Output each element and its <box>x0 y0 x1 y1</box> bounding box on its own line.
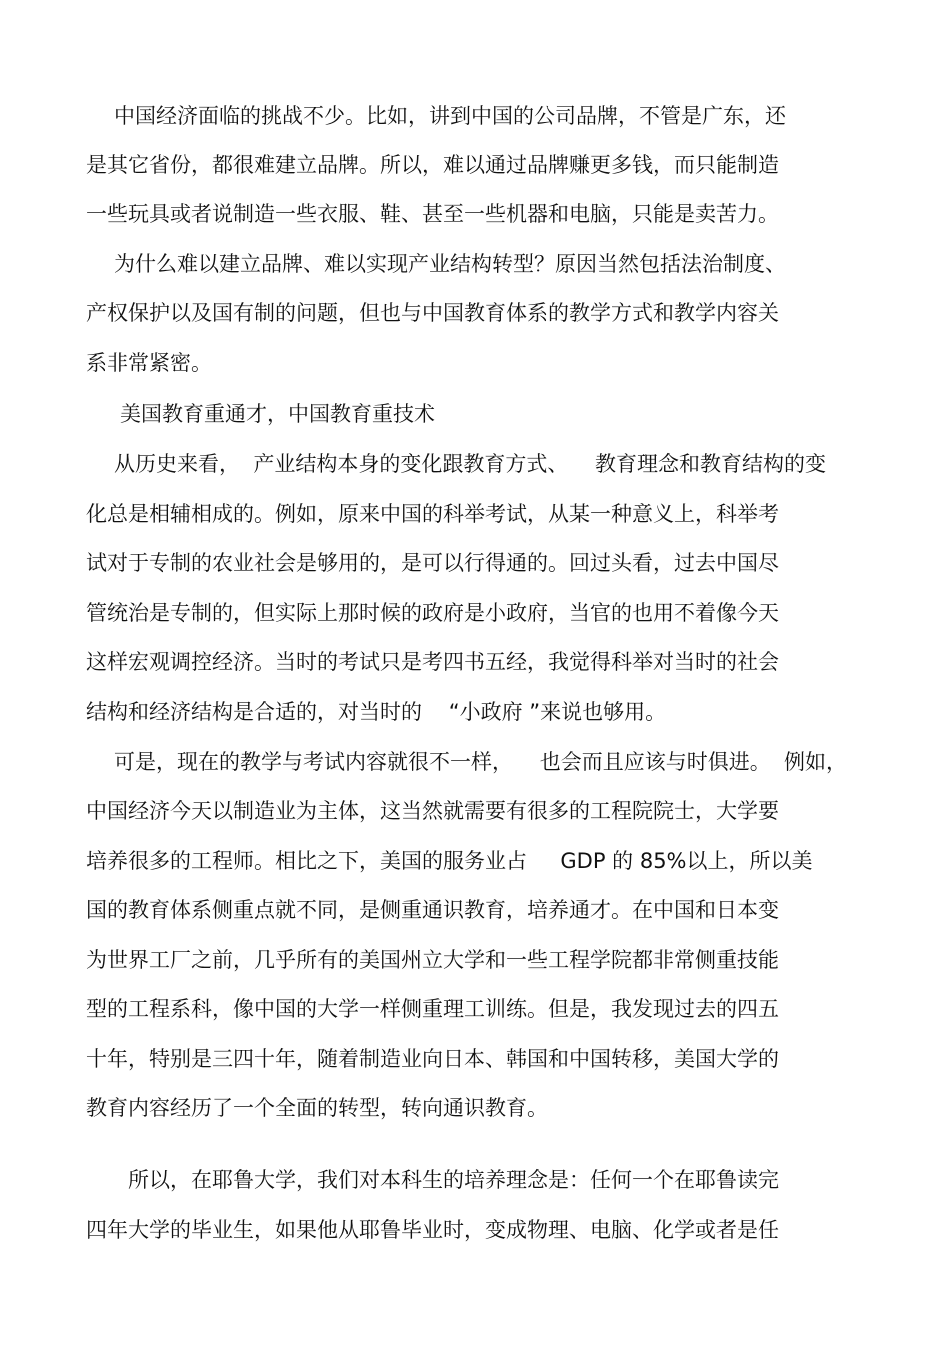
paragraph-5-line-1: 所以，在耶鲁大学，我们对本科生的培养理念是：任何一个在耶鲁读完 <box>128 1168 779 1192</box>
paragraph-3-line-6: 结构和经济结构是合适的，对当时的 “小政府 ”来说也够用。 <box>86 700 667 724</box>
paragraph-3-line-5: 这样宏观调控经济。当时的考试只是考四书五经，我觉得科举对当时的社会 <box>86 650 779 674</box>
paragraph-3-line-1: 从历史来看， 产业结构本身的变化跟教育方式、 教育理念和教育结构的变 <box>114 452 827 476</box>
paragraph-1-line-2: 是其它省份，都很难建立品牌。所以，难以通过品牌赚更多钱，而只能制造 <box>86 153 779 177</box>
paragraph-2-line-1: 为什么难以建立品牌、难以实现产业结构转型？原因当然包括法治制度、 <box>114 252 786 276</box>
paragraph-4-line-1: 可是，现在的教学与考试内容就很不一样， 也会而且应该与时俱进。 例如， <box>114 750 848 774</box>
paragraph-4-line-5: 为世界工厂之前，几乎所有的美国州立大学和一些工程学院都非常侧重技能 <box>86 948 779 972</box>
paragraph-4-line-2: 中国经济今天以制造业为主体，这当然就需要有很多的工程院院士，大学要 <box>86 799 779 823</box>
paragraph-4-line-3: 培养很多的工程师。相比之下，美国的服务业占 GDP 的 85%以上，所以美 <box>86 849 813 873</box>
paragraph-2-line-3: 系非常紧密。 <box>86 351 212 375</box>
paragraph-1-line-3: 一些玩具或者说制造一些衣服、鞋、甚至一些机器和电脑，只能是卖苦力。 <box>86 202 779 226</box>
paragraph-4-line-7: 十年，特别是三四十年，随着制造业向日本、韩国和中国转移，美国大学的 <box>86 1047 779 1071</box>
section-heading: 美国教育重通才，中国教育重技术 <box>120 402 435 426</box>
paragraph-4-line-4: 国的教育体系侧重点就不同，是侧重通识教育，培养通才。在中国和日本变 <box>86 898 779 922</box>
paragraph-3-line-2: 化总是相辅相成的。例如，原来中国的科举考试，从某一种意义上，科举考 <box>86 502 779 526</box>
paragraph-3-line-4: 管统治是专制的，但实际上那时候的政府是小政府，当官的也用不着像今天 <box>86 601 779 625</box>
paragraph-4-line-6: 型的工程系科，像中国的大学一样侧重理工训练。但是，我发现过去的四五 <box>86 997 779 1021</box>
paragraph-4-line-8: 教育内容经历了一个全面的转型，转向通识教育。 <box>86 1096 548 1120</box>
paragraph-3-line-3: 试对于专制的农业社会是够用的，是可以行得通的。回过头看，过去中国尽 <box>86 551 779 575</box>
paragraph-2-line-2: 产权保护以及国有制的问题，但也与中国教育体系的教学方式和教学内容关 <box>86 301 779 325</box>
paragraph-1-line-1: 中国经济面临的挑战不少。比如，讲到中国的公司品牌，不管是广东，还 <box>114 104 786 128</box>
paragraph-5-line-2: 四年大学的毕业生，如果他从耶鲁毕业时，变成物理、电脑、化学或者是任 <box>86 1218 779 1242</box>
